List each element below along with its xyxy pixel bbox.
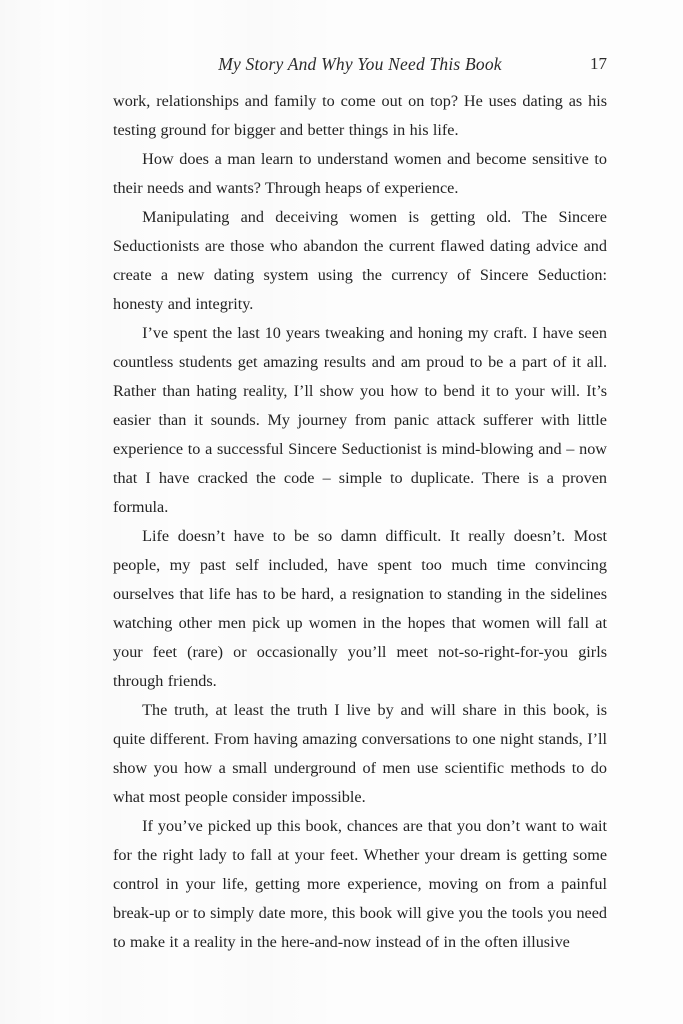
page-number: 17 <box>590 54 607 73</box>
paragraph: How does a man learn to understand women and become sensitive to their needs and wants? Through heaps of experience. <box>113 150 607 197</box>
body-text <box>113 87 607 957</box>
page-header <box>113 52 607 76</box>
paragraph: Manipulating and deceiving women is getting old. The Sincere Seductionists are those who abandon the current flawed dating advice and create a new dating system using the currency of Sincere Seduction: honesty and integrity. <box>113 208 607 313</box>
paragraph: If you’ve picked up this book, chances are that you don’t want to wait for the right lady to fall at your feet. Whether your dream is getting some control in your life, getting more experience, moving on from a painful break-up or to simply date more, this book will give you the tools you need to make it a reality in the here-and-now instead of in the often illusive <box>113 817 607 951</box>
running-head-title: My Story And Why You Need This Book <box>218 54 502 74</box>
paragraph: Life doesn’t have to be so damn difficult. It really doesn’t. Most people, my past self included, have spent too much time convincing ourselves that life has to be hard, a resignation to standing in the sidelines watching other men pick up women in the hopes that women will fall at your feet (rare) or occasionally you’ll meet not-so-right-for-you girls through friends. <box>113 527 607 690</box>
paragraph: I’ve spent the last 10 years tweaking and honing my craft. I have seen countless students get amazing results and am proud to be a part of it all. Rather than hating reality, I’ll show you how to bend it to your will. It’s easier than it sounds. My journey from panic attack sufferer with little experience to a successful Sincere Seductionist is mind-blowing and – now that I have cracked the code – simple to duplicate. There is a proven formula. <box>113 324 607 516</box>
paragraph: The truth, at least the truth I live by and will share in this book, is quite different. From having amazing conversations to one night stands, I’ll show you how a small underground of men use scientific methods to do what most people consider impossible. <box>113 701 607 806</box>
paragraph: work, relationships and family to come out on top? He uses dating as his testing ground for bigger and better things in his life. <box>113 92 607 139</box>
